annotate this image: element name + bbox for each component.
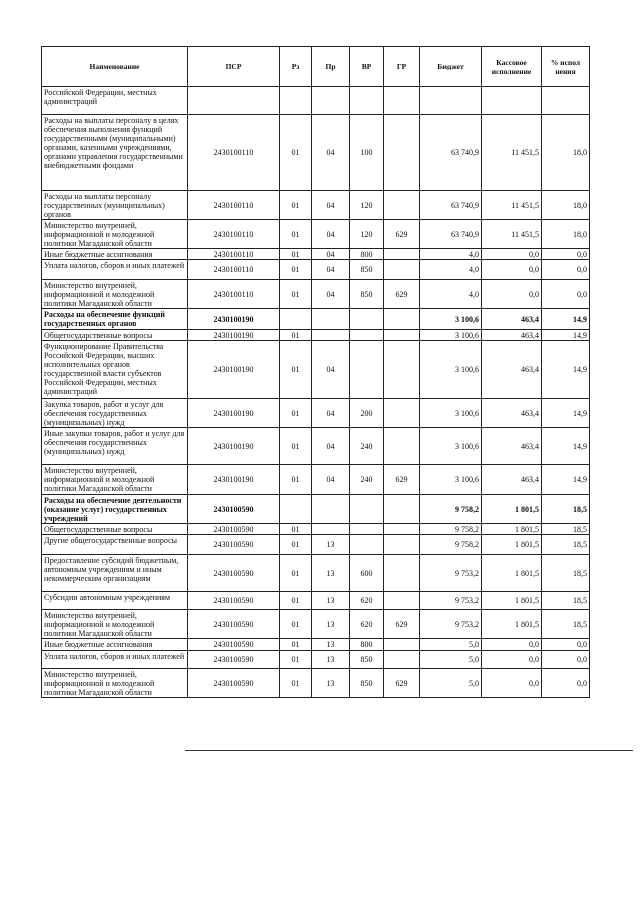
header-vr: ВР bbox=[350, 47, 384, 87]
cell-vr: 800 bbox=[350, 249, 384, 260]
cell-vr: 850 bbox=[350, 651, 384, 669]
cell-psr: 2430100590 bbox=[188, 524, 280, 535]
cell-psr: 2430100590 bbox=[188, 592, 280, 610]
table-row bbox=[42, 249, 590, 260]
cell-gr: 629 bbox=[384, 669, 420, 698]
cell-pct bbox=[542, 87, 590, 115]
cell-budget: 3 100,6 bbox=[420, 309, 482, 330]
cell-rz: 01 bbox=[280, 535, 312, 555]
table-row bbox=[42, 592, 590, 610]
bottom-divider bbox=[185, 750, 633, 751]
cell-cash: 463,4 bbox=[482, 309, 542, 330]
cell-rz: 01 bbox=[280, 341, 312, 399]
cell-vr: 620 bbox=[350, 592, 384, 610]
cell-gr bbox=[384, 555, 420, 592]
cell-vr: 100 bbox=[350, 115, 384, 191]
cell-name: Министерство внутренней, информационной и молодежной политики Магаданской области bbox=[42, 669, 188, 698]
cell-pr: 04 bbox=[312, 428, 350, 465]
table-row bbox=[42, 115, 590, 191]
cell-budget: 5,0 bbox=[420, 639, 482, 651]
cell-psr: 2430100190 bbox=[188, 465, 280, 495]
cell-budget: 9 758,2 bbox=[420, 495, 482, 524]
header-budget: Бюджет bbox=[420, 47, 482, 87]
cell-vr: 200 bbox=[350, 399, 384, 428]
cell-pr: 04 bbox=[312, 465, 350, 495]
cell-pr: 13 bbox=[312, 555, 350, 592]
cell-rz: 01 bbox=[280, 249, 312, 260]
header-cash: Кассовое исполнение bbox=[482, 47, 542, 87]
cell-vr: 120 bbox=[350, 220, 384, 249]
cell-psr: 2430100190 bbox=[188, 428, 280, 465]
cell-gr: 629 bbox=[384, 465, 420, 495]
cell-name: Министерство внутренней, информационной и молодежной политики Магаданской области bbox=[42, 220, 188, 249]
cell-gr bbox=[384, 651, 420, 669]
cell-pr bbox=[312, 309, 350, 330]
header-gr: ГР bbox=[384, 47, 420, 87]
cell-cash: 0,0 bbox=[482, 651, 542, 669]
table-row bbox=[42, 330, 590, 341]
cell-gr bbox=[384, 495, 420, 524]
cell-cash: 1 801,5 bbox=[482, 495, 542, 524]
cell-gr bbox=[384, 535, 420, 555]
cell-cash bbox=[482, 87, 542, 115]
cell-psr: 2430100110 bbox=[188, 115, 280, 191]
cell-rz: 01 bbox=[280, 399, 312, 428]
cell-budget: 9 758,2 bbox=[420, 535, 482, 555]
cell-psr: 2430100110 bbox=[188, 191, 280, 220]
cell-pct: 18,5 bbox=[542, 610, 590, 639]
cell-budget: 3 100,6 bbox=[420, 330, 482, 341]
cell-budget: 4,0 bbox=[420, 280, 482, 309]
cell-rz: 01 bbox=[280, 592, 312, 610]
table-row bbox=[42, 399, 590, 428]
cell-vr: 240 bbox=[350, 428, 384, 465]
header-rz: Рз bbox=[280, 47, 312, 87]
cell-pr: 13 bbox=[312, 535, 350, 555]
cell-gr bbox=[384, 191, 420, 220]
cell-pct: 0,0 bbox=[542, 651, 590, 669]
cell-pr: 13 bbox=[312, 639, 350, 651]
cell-rz: 01 bbox=[280, 115, 312, 191]
cell-vr bbox=[350, 309, 384, 330]
cell-budget: 63 740,9 bbox=[420, 220, 482, 249]
cell-vr: 620 bbox=[350, 610, 384, 639]
cell-budget: 9 753,2 bbox=[420, 610, 482, 639]
cell-psr: 2430100590 bbox=[188, 535, 280, 555]
cell-pr: 13 bbox=[312, 592, 350, 610]
cell-psr: 2430100590 bbox=[188, 610, 280, 639]
cell-name: Общегосударственные вопросы bbox=[42, 524, 188, 535]
table-row bbox=[42, 87, 590, 115]
cell-budget: 9 758,2 bbox=[420, 524, 482, 535]
table-row bbox=[42, 220, 590, 249]
cell-gr bbox=[384, 260, 420, 280]
header-name: Наименование bbox=[42, 47, 188, 87]
cell-name: Другие общегосударственные вопросы bbox=[42, 535, 188, 555]
cell-rz: 01 bbox=[280, 260, 312, 280]
cell-rz: 01 bbox=[280, 669, 312, 698]
cell-budget: 3 100,6 bbox=[420, 341, 482, 399]
table-row bbox=[42, 524, 590, 535]
cell-vr bbox=[350, 330, 384, 341]
cell-cash: 463,4 bbox=[482, 428, 542, 465]
table-row bbox=[42, 428, 590, 465]
cell-pr: 04 bbox=[312, 280, 350, 309]
cell-name: Закупка товаров, работ и услуг для обеспечения государственных (муниципальных) нужд bbox=[42, 399, 188, 428]
cell-gr: 629 bbox=[384, 220, 420, 249]
cell-name: Расходы на выплаты персоналу в целях обеспечения выполнения функций государственными (муниципальными) органами, казенными учреждениями, органами управления государственными внебюджетными фондами bbox=[42, 115, 188, 191]
cell-pr: 13 bbox=[312, 610, 350, 639]
cell-budget bbox=[420, 87, 482, 115]
cell-gr: 629 bbox=[384, 280, 420, 309]
budget-table bbox=[41, 46, 590, 698]
cell-vr bbox=[350, 341, 384, 399]
cell-pr: 04 bbox=[312, 115, 350, 191]
cell-cash: 11 451,5 bbox=[482, 220, 542, 249]
cell-cash: 11 451,5 bbox=[482, 191, 542, 220]
cell-cash: 1 801,5 bbox=[482, 610, 542, 639]
cell-name: Иные закупки товаров, работ и услуг для обеспечения государственных (муниципальных) нужд bbox=[42, 428, 188, 465]
cell-pct: 14,9 bbox=[542, 465, 590, 495]
cell-cash: 1 801,5 bbox=[482, 592, 542, 610]
cell-gr bbox=[384, 399, 420, 428]
cell-rz: 01 bbox=[280, 330, 312, 341]
cell-vr bbox=[350, 535, 384, 555]
cell-pr: 04 bbox=[312, 341, 350, 399]
cell-pct: 14,9 bbox=[542, 399, 590, 428]
cell-gr bbox=[384, 592, 420, 610]
cell-name: Предоставление субсидий бюджетным, автономным учреждениям и иным некоммерческим организациям bbox=[42, 555, 188, 592]
cell-vr: 800 bbox=[350, 639, 384, 651]
cell-pct: 14,9 bbox=[542, 341, 590, 399]
cell-pct: 14,9 bbox=[542, 330, 590, 341]
cell-psr: 2430100110 bbox=[188, 220, 280, 249]
cell-budget: 5,0 bbox=[420, 669, 482, 698]
cell-cash: 463,4 bbox=[482, 341, 542, 399]
cell-rz: 01 bbox=[280, 220, 312, 249]
cell-pr bbox=[312, 87, 350, 115]
cell-gr bbox=[384, 249, 420, 260]
cell-rz: 01 bbox=[280, 555, 312, 592]
cell-pr: 13 bbox=[312, 669, 350, 698]
cell-vr: 240 bbox=[350, 465, 384, 495]
table-row bbox=[42, 260, 590, 280]
cell-gr bbox=[384, 639, 420, 651]
cell-pr bbox=[312, 524, 350, 535]
table-row bbox=[42, 341, 590, 399]
table-row bbox=[42, 669, 590, 698]
cell-psr bbox=[188, 87, 280, 115]
cell-budget: 3 100,6 bbox=[420, 465, 482, 495]
cell-pct: 0,0 bbox=[542, 669, 590, 698]
cell-budget: 4,0 bbox=[420, 249, 482, 260]
cell-gr bbox=[384, 524, 420, 535]
cell-name: Иные бюджетные ассигнования bbox=[42, 639, 188, 651]
cell-rz: 01 bbox=[280, 428, 312, 465]
cell-psr: 2430100110 bbox=[188, 249, 280, 260]
table-row bbox=[42, 309, 590, 330]
cell-psr: 2430100190 bbox=[188, 399, 280, 428]
cell-budget: 63 740,9 bbox=[420, 115, 482, 191]
cell-cash: 463,4 bbox=[482, 330, 542, 341]
cell-name: Уплата налогов, сборов и иных платежей bbox=[42, 260, 188, 280]
table-header-row bbox=[42, 47, 590, 87]
cell-name: Расходы на обеспечение деятельности (оказание услуг) государственных учреждений bbox=[42, 495, 188, 524]
cell-rz bbox=[280, 495, 312, 524]
table-row bbox=[42, 495, 590, 524]
cell-pct: 18,0 bbox=[542, 220, 590, 249]
cell-psr: 2430100110 bbox=[188, 280, 280, 309]
cell-psr: 2430100590 bbox=[188, 555, 280, 592]
cell-cash: 0,0 bbox=[482, 260, 542, 280]
cell-budget: 9 753,2 bbox=[420, 555, 482, 592]
cell-pct: 0,0 bbox=[542, 280, 590, 309]
cell-vr: 600 bbox=[350, 555, 384, 592]
cell-rz: 01 bbox=[280, 610, 312, 639]
cell-pct: 0,0 bbox=[542, 639, 590, 651]
table-row bbox=[42, 610, 590, 639]
cell-budget: 9 753,2 bbox=[420, 592, 482, 610]
cell-name: Министерство внутренней, информационной и молодежной политики Магаданской области bbox=[42, 465, 188, 495]
cell-psr: 2430100590 bbox=[188, 495, 280, 524]
cell-pct: 18,5 bbox=[542, 495, 590, 524]
cell-pct: 0,0 bbox=[542, 260, 590, 280]
table-row bbox=[42, 280, 590, 309]
table-row bbox=[42, 639, 590, 651]
table-row bbox=[42, 651, 590, 669]
cell-cash: 1 801,5 bbox=[482, 524, 542, 535]
cell-name: Расходы на выплаты персоналу государственных (муниципальных) органов bbox=[42, 191, 188, 220]
cell-pr: 13 bbox=[312, 651, 350, 669]
cell-pr bbox=[312, 495, 350, 524]
cell-cash: 463,4 bbox=[482, 465, 542, 495]
cell-name: Российской Федерации, местных администраций bbox=[42, 87, 188, 115]
table-row bbox=[42, 555, 590, 592]
cell-pr: 04 bbox=[312, 249, 350, 260]
cell-rz: 01 bbox=[280, 524, 312, 535]
cell-gr bbox=[384, 330, 420, 341]
cell-vr: 850 bbox=[350, 280, 384, 309]
cell-name: Расходы на обеспечение функций государственных органов bbox=[42, 309, 188, 330]
cell-vr: 850 bbox=[350, 260, 384, 280]
cell-pct: 18,5 bbox=[542, 592, 590, 610]
cell-rz: 01 bbox=[280, 639, 312, 651]
header-psr: ПСР bbox=[188, 47, 280, 87]
cell-pct: 18,5 bbox=[542, 535, 590, 555]
cell-pct: 14,9 bbox=[542, 309, 590, 330]
header-pct: % испол нения bbox=[542, 47, 590, 87]
cell-name: Иные бюджетные ассигнования bbox=[42, 249, 188, 260]
cell-gr bbox=[384, 341, 420, 399]
table-body bbox=[42, 87, 590, 698]
cell-name: Субсидии автономным учреждениям bbox=[42, 592, 188, 610]
table-row bbox=[42, 535, 590, 555]
cell-budget: 5,0 bbox=[420, 651, 482, 669]
cell-pr: 04 bbox=[312, 220, 350, 249]
cell-pr: 04 bbox=[312, 260, 350, 280]
cell-pr bbox=[312, 330, 350, 341]
table-row bbox=[42, 191, 590, 220]
cell-pct: 18,5 bbox=[542, 524, 590, 535]
cell-cash: 1 801,5 bbox=[482, 535, 542, 555]
cell-name: Функционирование Правительства Российской Федерации, высших исполнительных органов государственной власти субъектов Российской Федерации, местных администраций bbox=[42, 341, 188, 399]
cell-pct: 0,0 bbox=[542, 249, 590, 260]
cell-name: Уплата налогов, сборов и иных платежей bbox=[42, 651, 188, 669]
cell-psr: 2430100190 bbox=[188, 309, 280, 330]
cell-cash: 0,0 bbox=[482, 249, 542, 260]
cell-name: Министерство внутренней, информационной и молодежной политики Магаданской области bbox=[42, 280, 188, 309]
cell-name: Министерство внутренней, информационной и молодежной политики Магаданской области bbox=[42, 610, 188, 639]
cell-budget: 3 100,6 bbox=[420, 428, 482, 465]
cell-budget: 63 740,9 bbox=[420, 191, 482, 220]
cell-vr bbox=[350, 495, 384, 524]
cell-pct: 18,5 bbox=[542, 555, 590, 592]
cell-pct: 18,0 bbox=[542, 191, 590, 220]
cell-name: Общегосударственные вопросы bbox=[42, 330, 188, 341]
cell-cash: 1 801,5 bbox=[482, 555, 542, 592]
cell-gr bbox=[384, 115, 420, 191]
cell-psr: 2430100590 bbox=[188, 651, 280, 669]
table-row bbox=[42, 465, 590, 495]
cell-gr: 629 bbox=[384, 610, 420, 639]
cell-pct: 18,0 bbox=[542, 115, 590, 191]
cell-rz bbox=[280, 87, 312, 115]
cell-cash: 0,0 bbox=[482, 280, 542, 309]
header-pr: Пр bbox=[312, 47, 350, 87]
cell-pct: 14,9 bbox=[542, 428, 590, 465]
cell-cash: 11 451,5 bbox=[482, 115, 542, 191]
cell-psr: 2430100590 bbox=[188, 669, 280, 698]
cell-budget: 4,0 bbox=[420, 260, 482, 280]
cell-rz: 01 bbox=[280, 651, 312, 669]
cell-rz: 01 bbox=[280, 191, 312, 220]
cell-rz bbox=[280, 309, 312, 330]
cell-vr: 850 bbox=[350, 669, 384, 698]
cell-vr: 120 bbox=[350, 191, 384, 220]
cell-psr: 2430100190 bbox=[188, 341, 280, 399]
cell-gr bbox=[384, 87, 420, 115]
cell-rz: 01 bbox=[280, 465, 312, 495]
cell-psr: 2430100110 bbox=[188, 260, 280, 280]
cell-gr bbox=[384, 428, 420, 465]
cell-rz: 01 bbox=[280, 280, 312, 309]
cell-psr: 2430100590 bbox=[188, 639, 280, 651]
cell-cash: 0,0 bbox=[482, 669, 542, 698]
cell-pr: 04 bbox=[312, 191, 350, 220]
cell-cash: 463,4 bbox=[482, 399, 542, 428]
cell-gr bbox=[384, 309, 420, 330]
cell-vr bbox=[350, 87, 384, 115]
cell-psr: 2430100190 bbox=[188, 330, 280, 341]
cell-budget: 3 100,6 bbox=[420, 399, 482, 428]
cell-cash: 0,0 bbox=[482, 639, 542, 651]
cell-pr: 04 bbox=[312, 399, 350, 428]
cell-vr bbox=[350, 524, 384, 535]
